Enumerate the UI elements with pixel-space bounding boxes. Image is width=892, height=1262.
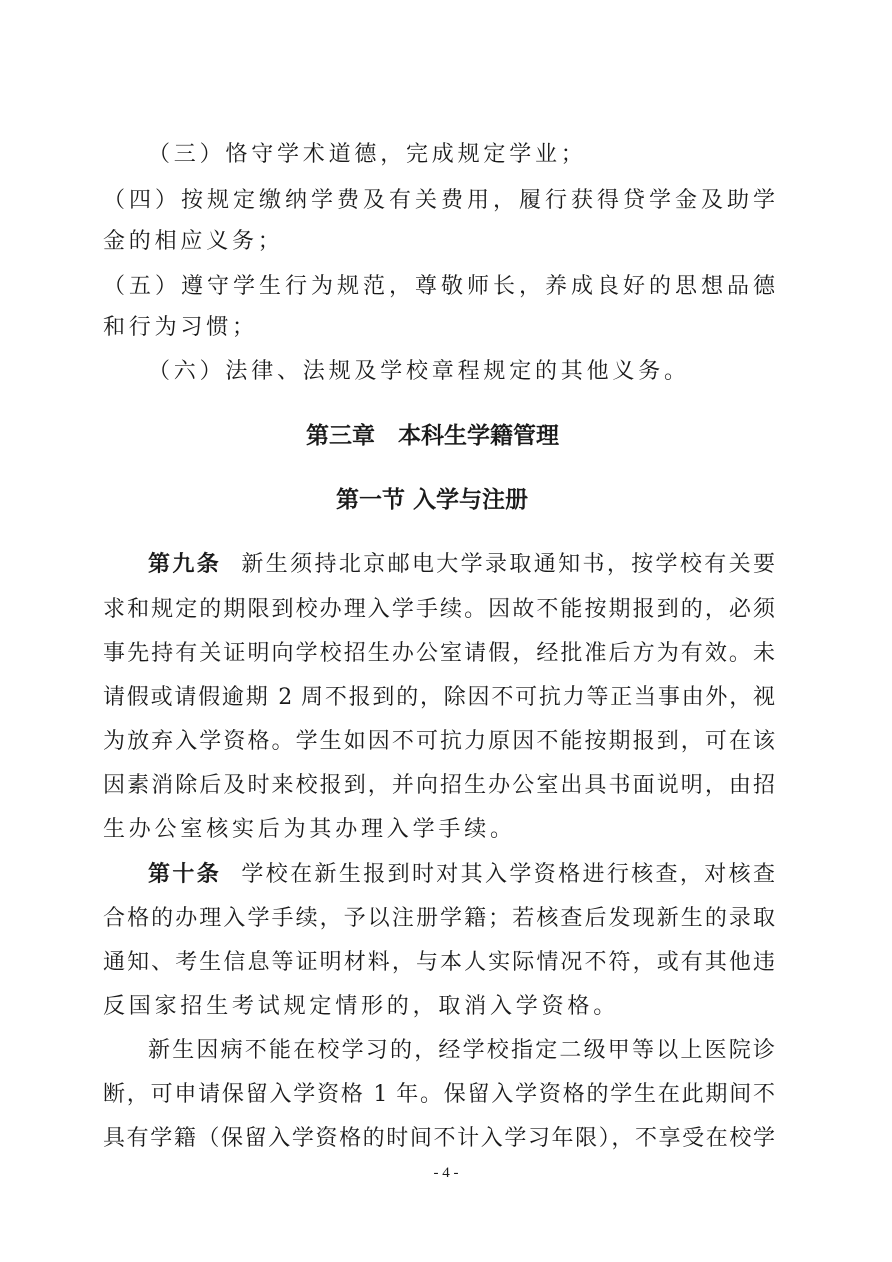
item-4-line-1: （四）按规定缴纳学费及有关费用，履行获得贷学金及助学	[103, 188, 775, 213]
chapter-heading: 第三章 本科生学籍管理	[306, 423, 559, 449]
article-10-line-4: 反国家招生考试规定情形的，取消入学资格。	[103, 994, 620, 1019]
article-9-line-5: 为放弃入学资格。学生如因不可抗力原因不能按期报到，可在该	[103, 729, 775, 754]
article-9-line-3: 事先持有关证明向学校招生办公室请假，经批准后方为有效。未	[103, 641, 775, 666]
article-9-line-1	[148, 550, 775, 580]
item-5-line-2: 和行为习惯；	[103, 315, 258, 340]
article-9-text-1: 新生须持北京邮电大学录取通知书，按学校有关要	[239, 552, 775, 577]
item-4-line-2: 金的相应义务；	[103, 229, 284, 254]
article-9-line-7: 生办公室核实后为其办理入学手续。	[103, 817, 516, 842]
article-10-label: 第十条	[148, 862, 222, 887]
section-heading: 第一节 入学与注册	[336, 487, 529, 513]
item-5-line-1: （五）遵守学生行为规范，尊敬师长，养成良好的思想品德	[103, 274, 775, 299]
deferral-line-1: 新生因病不能在校学习的，经学校指定二级甲等以上医院诊	[148, 1038, 775, 1063]
article-10-line-1	[148, 860, 775, 890]
article-9-line-2: 求和规定的期限到校办理入学手续。因故不能按期报到的，必须	[103, 597, 775, 622]
page-number: - 4 -	[433, 1165, 459, 1181]
item-6: （六）法律、法规及学校章程规定的其他义务。	[148, 359, 690, 384]
article-9-line-4: 请假或请假逾期 2 周不报到的，除因不可抗力等正当事由外，视	[103, 685, 775, 710]
article-9-label: 第九条	[148, 552, 222, 577]
article-10-text-1: 学校在新生报到时对其入学资格进行核查，对核查	[239, 862, 775, 887]
article-10-line-2: 合格的办理入学手续，予以注册学籍；若核查后发现新生的录取	[103, 906, 775, 931]
deferral-line-3: 具有学籍（保留入学资格的时间不计入学习年限），不享受在校学	[103, 1126, 775, 1151]
article-9-line-6: 因素消除后及时来校报到，并向招生办公室出具书面说明，由招	[103, 773, 775, 798]
deferral-line-2: 断，可申请保留入学资格 1 年。保留入学资格的学生在此期间不	[103, 1082, 775, 1107]
item-3: （三）恪守学术道德，完成规定学业；	[148, 142, 587, 167]
article-10-line-3: 通知、考生信息等证明材料，与本人实际情况不符，或有其他违	[103, 950, 775, 975]
